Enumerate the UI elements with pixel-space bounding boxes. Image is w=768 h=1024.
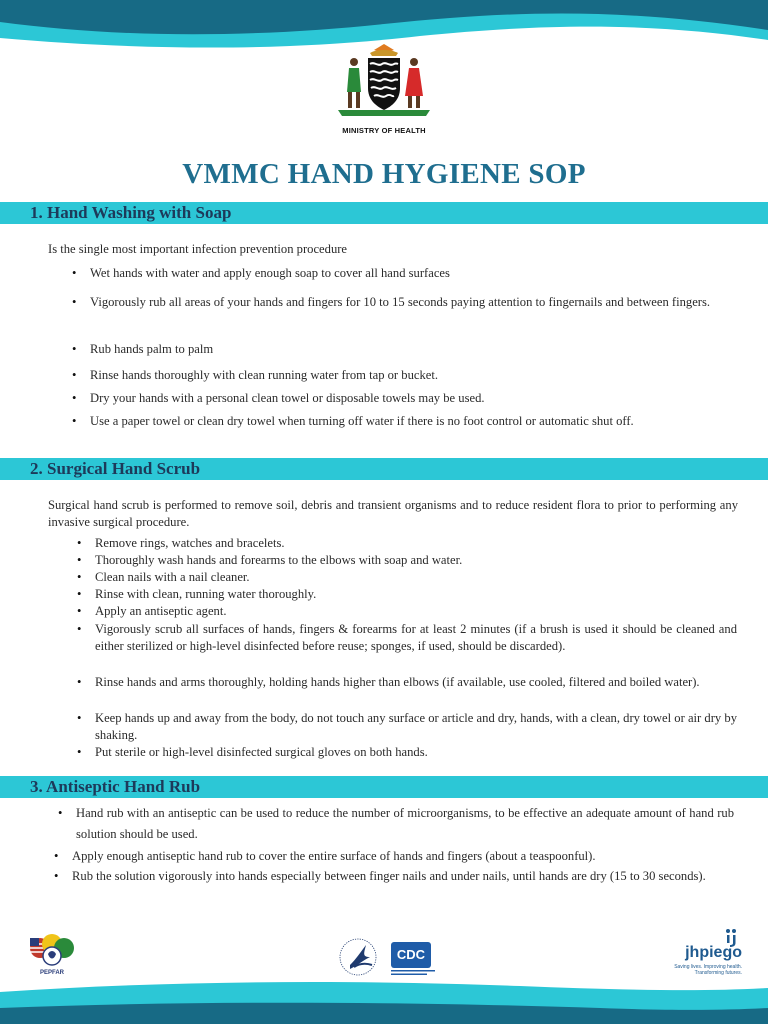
jhpiego-tagline: Saving lives. Improving health. Transforming futures.	[674, 964, 742, 976]
list-item: • Rub hands palm to palm	[90, 341, 734, 358]
section-title-antiseptic-rub: 3. Antiseptic Hand Rub	[30, 777, 201, 796]
list-item: • Put sterile or high-level disinfected surgical gloves on both hands.	[95, 744, 737, 761]
list-item: • Rinse hands and arms thoroughly, holding hands higher than elbows (if available, use cooled, filtered and boiled water).	[95, 674, 737, 691]
list-item: • Rinse with clean, running water thoroughly.	[95, 586, 737, 603]
list-item: • Thoroughly wash hands and forearms to the elbows with soap and water.	[95, 552, 737, 569]
section-intro-surgical-scrub: Surgical hand scrub is performed to remove soil, debris and transient organisms and to reduce resident flora to prior to performing any invasive surgical procedure.	[48, 498, 738, 529]
list-item: • Vigorously rub all areas of your hands and fingers for 10 to 15 seconds paying attention to fingernails and between fingers.	[90, 294, 734, 311]
top-wave-banner	[0, 0, 768, 50]
list-item: • Rinse hands thoroughly with clean running water from tap or bucket.	[90, 367, 734, 384]
section-title-surgical-scrub: 2. Surgical Hand Scrub	[30, 459, 201, 478]
pepfar-label: PEPFAR	[39, 970, 64, 976]
zambia-coat-of-arms-icon	[330, 44, 438, 120]
list-item: • Remove rings, watches and bracelets.	[95, 535, 737, 552]
hhs-eagle-icon	[336, 935, 384, 977]
list-item: • Vigorously scrub all surfaces of hands, fingers & forearms for at least 2 minutes (if a brush is used it should be cleaned and either sterilized or high-level disinfected before reuse; sponges, if used, should be discarded).	[95, 621, 737, 655]
list-item: • Keep hands up and away from the body, do not touch any surface or article and dry, hands, with a clean, dry towel or air dry by shaking.	[95, 710, 737, 744]
cdc-logo-icon: CDC	[391, 942, 431, 968]
cdc-subtext-lines	[391, 969, 435, 977]
section-intro-hand-washing: Is the single most important infection prevention procedure	[48, 242, 348, 256]
bottom-wave-banner	[0, 978, 768, 1024]
page-title: VMMC HAND HYGIENE SOP	[182, 158, 586, 190]
list-item: • Clean nails with a nail cleaner.	[95, 569, 737, 586]
list-item: • Apply enough antiseptic hand rub to cover the entire surface of hands and fingers (about a teaspoonful).	[72, 848, 734, 865]
ministry-label: MINISTRY OF HEALTH	[342, 126, 426, 135]
list-item: • Use a paper towel or clean dry towel when turning off water if there is no foot control or automatic shut off.	[90, 413, 734, 430]
list-item: • Dry your hands with a personal clean towel or disposable towels may be used.	[90, 390, 734, 407]
list-item: • Wet hands with water and apply enough soap to cover all hand surfaces	[90, 265, 734, 282]
jhpiego-label: jhpiego	[685, 944, 742, 961]
list-item: • Rub the solution vigorously into hands especially between finger nails and under nails, until hands are dry (15 to 30 seconds).	[72, 868, 734, 885]
list-item: • Apply an antiseptic agent.	[95, 603, 737, 620]
section-title-hand-washing: 1. Hand Washing with Soap	[30, 203, 232, 222]
list-item: • Hand rub with an antiseptic can be used to reduce the number of microorganisms, to be effective an adequate amount of hand rub solution should be used.	[76, 803, 734, 845]
